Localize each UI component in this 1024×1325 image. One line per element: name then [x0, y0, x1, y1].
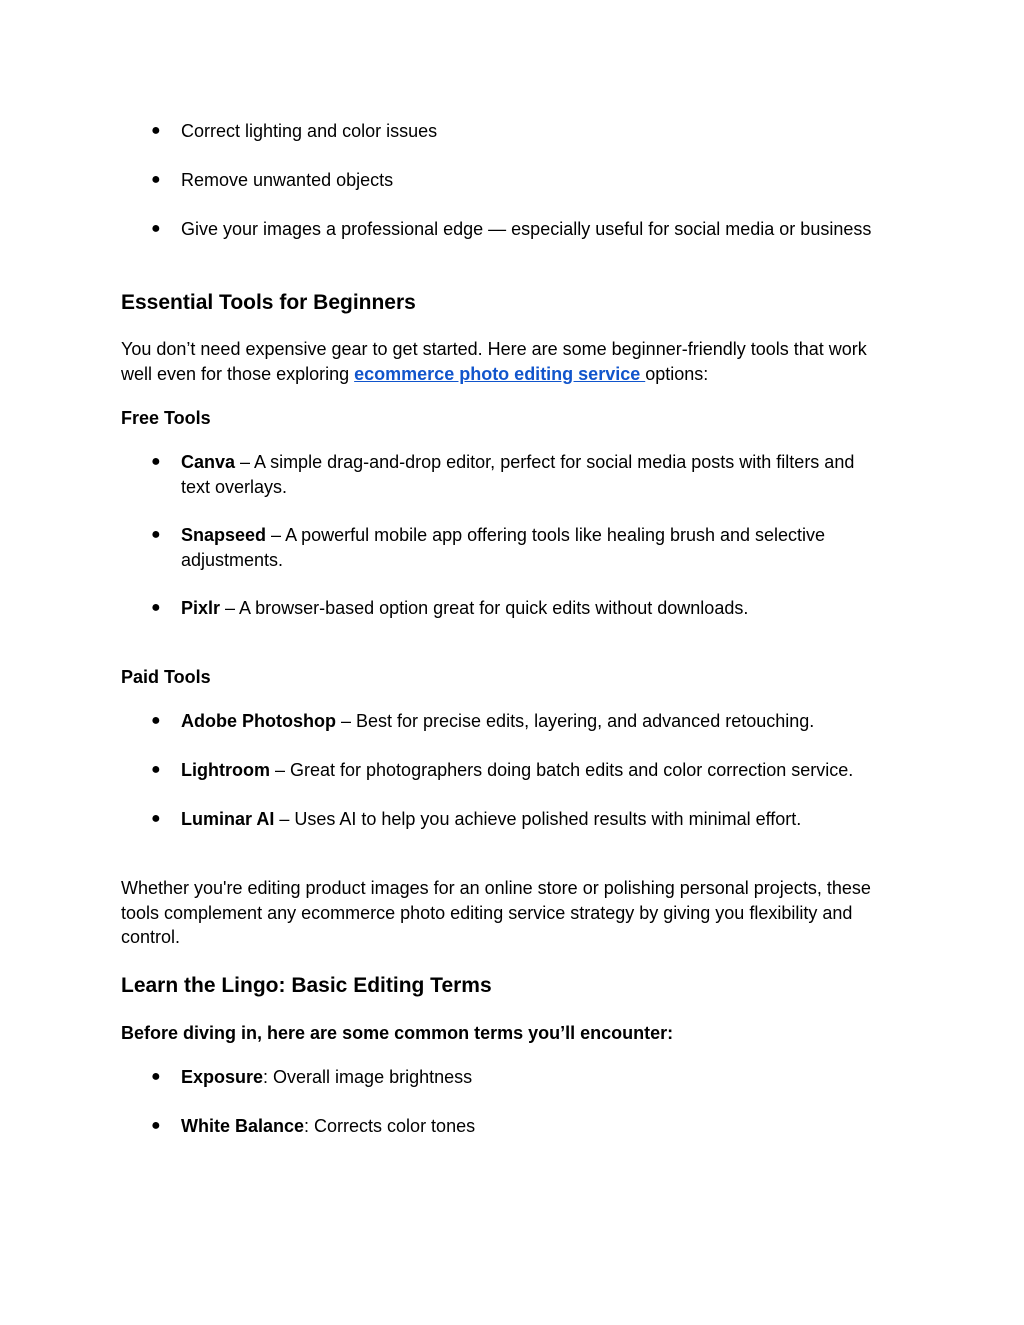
subheading-free-tools: Free Tools [121, 408, 211, 428]
tool-description: – A simple drag-and-drop editor, perfect for social media posts with filters and text overlays. [181, 452, 855, 497]
bullet-glyph: ● [151, 1068, 161, 1085]
list-item [181, 709, 881, 734]
tool-description: – A browser-based option great for quick edits without downloads. [220, 598, 749, 618]
list-item [181, 1114, 881, 1139]
terms-intro: Before diving in, here are some common terms you’ll encounter: [121, 1023, 674, 1043]
bullet-glyph: ● [151, 712, 161, 729]
list-item [181, 807, 881, 832]
list-item [181, 596, 881, 621]
list-item [181, 758, 901, 783]
paragraph-text: options: [645, 363, 709, 384]
term-name: White Balance [181, 1116, 305, 1136]
list-item: Correct lighting and color issues [181, 121, 438, 141]
bullet-glyph: ● [151, 220, 161, 237]
tool-description: – A powerful mobile app offering tools like healing brush and selective adjustments. [181, 525, 826, 570]
bullet-glyph: ● [151, 810, 161, 827]
bullet-glyph: ● [151, 122, 161, 139]
section-heading: Learn the Lingo: Basic Editing Terms [121, 974, 492, 997]
tool-description: – Best for precise edits, layering, and advanced retouching. [335, 711, 815, 731]
term-description: : Corrects color tones [304, 1116, 476, 1136]
list-item [181, 450, 881, 499]
tool-description: – Great for photographers doing batch edits and color correction service. [269, 760, 854, 780]
closing-paragraph: Whether you're editing product images for an online store or polishing personal projects, these tools complement any ecommerce photo editing service strategy by giving you flexibility and control. [121, 878, 871, 947]
bullet-glyph: ● [151, 1117, 161, 1134]
tool-name: Canva [181, 452, 236, 472]
term-description: : Overall image brightness [263, 1067, 473, 1087]
bullet-glyph: ● [151, 599, 161, 616]
list-item [181, 523, 881, 572]
bullet-glyph: ● [151, 171, 161, 188]
list-item [181, 1065, 881, 1090]
bullet-glyph: ● [151, 453, 161, 470]
list-item: Remove unwanted objects [181, 170, 394, 190]
tool-description: – Uses AI to help you achieve polished results with minimal effort. [274, 809, 802, 829]
tool-name: Pixlr [181, 598, 221, 618]
tool-name: Adobe Photoshop [181, 711, 336, 731]
tool-name: Snapseed [181, 525, 267, 545]
bullet-glyph: ● [151, 526, 161, 543]
ecommerce-photo-editing-link[interactable]: ecommerce photo editing service [354, 363, 646, 384]
paragraph-text: You don’t need expensive gear to get started. Here are some beginner-friendly tools that work well even for those exploring [121, 339, 867, 384]
term-name: Exposure [181, 1067, 264, 1087]
section-heading: Essential Tools for Beginners [121, 291, 416, 314]
list-item: Give your images a professional edge — especially useful for social media or business [181, 219, 872, 239]
tool-name: Luminar AI [181, 809, 275, 829]
subheading-paid-tools: Paid Tools [121, 667, 211, 687]
intro-paragraph [121, 337, 896, 386]
tool-name: Lightroom [181, 760, 270, 780]
bullet-glyph: ● [151, 761, 161, 778]
